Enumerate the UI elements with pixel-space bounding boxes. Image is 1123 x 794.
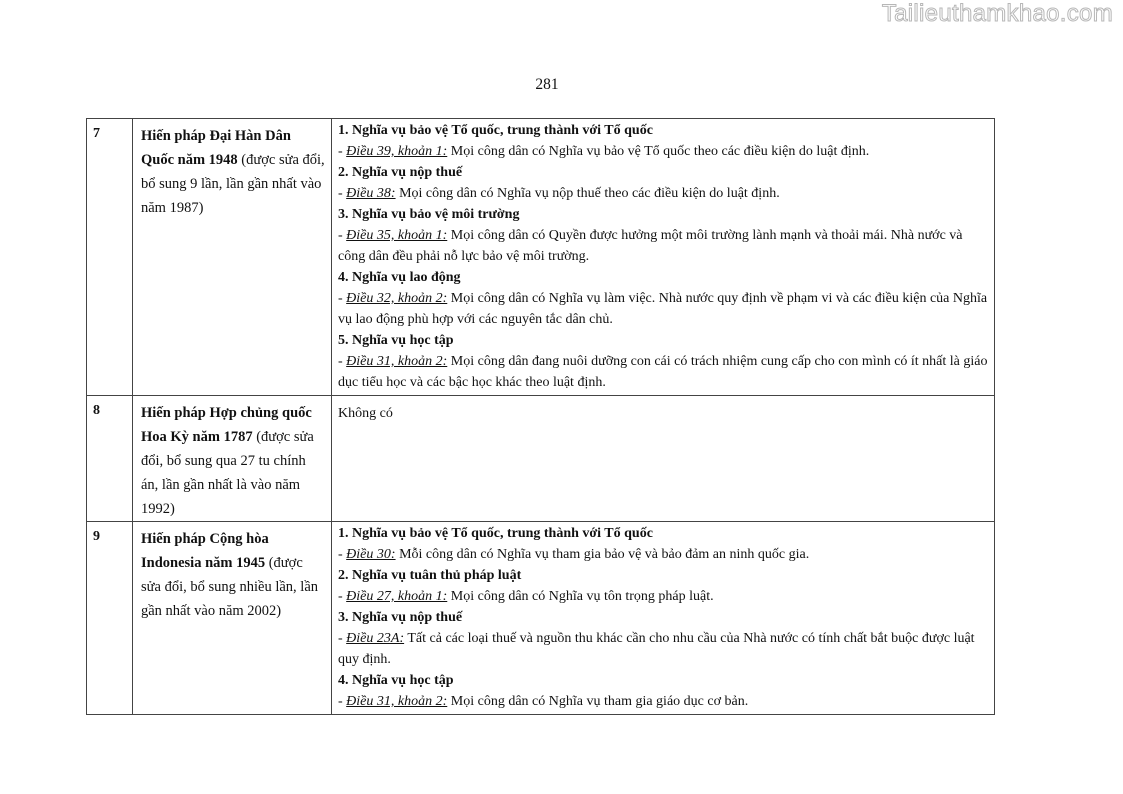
row-number: 9: [87, 522, 133, 715]
duty-item: - Điều 30: Mỗi công dân có Nghĩa vụ tham gia bảo vệ và bảo đảm an ninh quốc gia.: [338, 547, 810, 562]
duty-item: - Điều 31, khoản 2: Mọi công dân đang nuôi dưỡng con cái có trách nhiệm cung cấp cho con mình có ít nhất là giáo dục tiểu học và các bậc học khác theo luật định.: [338, 354, 988, 390]
duties-cell: [332, 119, 995, 396]
no-duties-text: Không có: [338, 406, 393, 421]
duty-title: 1. Nghĩa vụ bảo vệ Tổ quốc, trung thành với Tổ quốc: [338, 526, 653, 541]
article-reference: Điều 38:: [346, 186, 396, 201]
table-row: [87, 119, 995, 396]
duty-text: Mọi công dân có Quyền được hưởng một môi trường lành mạnh và thoải mái. Nhà nước và công dân đều phải nỗ lực bảo vệ môi trường.: [338, 228, 963, 264]
table-row: [87, 396, 995, 522]
duty-text: Mọi công dân có Nghĩa vụ bảo vệ Tổ quốc theo các điều kiện do luật định.: [447, 144, 870, 159]
article-reference: Điều 31, khoản 2:: [346, 694, 448, 709]
duty-text: Mọi công dân có Nghĩa vụ nộp thuế theo các điều kiện do luật định.: [395, 186, 780, 201]
duty-title: 2. Nghĩa vụ nộp thuế: [338, 165, 463, 180]
constitution-name: [133, 396, 332, 522]
article-reference: Điều 27, khoản 1:: [346, 589, 448, 604]
duty-title: 1. Nghĩa vụ bảo vệ Tổ quốc, trung thành với Tổ quốc: [338, 123, 653, 138]
article-reference: Điều 39, khoản 1:: [346, 144, 448, 159]
article-reference: Điều 31, khoản 2:: [346, 354, 448, 369]
duty-title: 3. Nghĩa vụ bảo vệ môi trường: [338, 207, 520, 222]
duty-title: 3. Nghĩa vụ nộp thuế: [338, 610, 463, 625]
constitution-title: Hiến pháp Đại Hàn Dân Quốc năm 1948: [141, 128, 291, 168]
duties-cell: [332, 396, 995, 522]
constitution-duties-table: [86, 118, 995, 715]
table-row: [87, 522, 995, 715]
duty-item: - Điều 32, khoản 2: Mọi công dân có Nghĩa vụ làm việc. Nhà nước quy định về phạm vi và các điều kiện của Nghĩa vụ lao động phù hợp với các nguyên tắc dân chủ.: [338, 291, 988, 327]
duty-item: - Điều 31, khoản 2: Mọi công dân có Nghĩa vụ tham gia giáo dục cơ bản.: [338, 694, 749, 709]
duty-text: Mọi công dân có Nghĩa vụ làm việc. Nhà nước quy định về phạm vi và các điều kiện của Nghĩa vụ lao động phù hợp với các nguyên tắc dân chủ.: [338, 291, 988, 327]
duty-item: - Điều 23A: Tất cả các loại thuế và nguồn thu khác cần cho nhu cầu của Nhà nước có tính chất bắt buộc được luật quy định.: [338, 631, 975, 667]
duty-item: - Điều 35, khoản 1: Mọi công dân có Quyền được hưởng một môi trường lành mạnh và thoải mái. Nhà nước và công dân đều phải nỗ lực bảo vệ môi trường.: [338, 228, 963, 264]
duty-title: 4. Nghĩa vụ học tập: [338, 673, 454, 688]
duty-text: Mỗi công dân có Nghĩa vụ tham gia bảo vệ và bảo đảm an ninh quốc gia.: [395, 547, 810, 562]
duty-text: Mọi công dân đang nuôi dưỡng con cái có trách nhiệm cung cấp cho con mình có ít nhất là giáo dục tiểu học và các bậc học khác theo luật định.: [338, 354, 988, 390]
duties-cell: [332, 522, 995, 715]
duty-item: - Điều 38: Mọi công dân có Nghĩa vụ nộp thuế theo các điều kiện do luật định.: [338, 186, 780, 201]
duty-text: Mọi công dân có Nghĩa vụ tôn trọng pháp luật.: [447, 589, 714, 604]
constitution-note: (được sửa đổi, bổ sung qua 27 tu chính án, lần gần nhất là vào năm 1992): [141, 429, 314, 517]
constitution-title: Hiến pháp Cộng hòa Indonesia năm 1945: [141, 531, 269, 571]
article-reference: Điều 23A:: [346, 631, 405, 646]
article-reference: Điều 32, khoản 2:: [346, 291, 448, 306]
duty-title: 4. Nghĩa vụ lao động: [338, 270, 461, 285]
watermark: Tailieuthamkhao.com: [881, 0, 1113, 27]
duty-title: 5. Nghĩa vụ học tập: [338, 333, 454, 348]
page-number: 281: [535, 76, 559, 93]
constitution-name: [133, 119, 332, 396]
row-number: 8: [87, 396, 133, 522]
constitution-title: Hiến pháp Hợp chủng quốc Hoa Kỳ năm 1787: [141, 405, 312, 445]
duty-item: - Điều 27, khoản 1: Mọi công dân có Nghĩa vụ tôn trọng pháp luật.: [338, 589, 714, 604]
duty-text: Tất cả các loại thuế và nguồn thu khác cần cho nhu cầu của Nhà nước có tính chất bắt buộc được luật quy định.: [338, 631, 975, 667]
constitution-note: (được sửa đổi, bổ sung nhiều lần, lần gần nhất vào năm 2002): [141, 555, 319, 619]
duty-title: 2. Nghĩa vụ tuân thủ pháp luật: [338, 568, 522, 583]
article-reference: Điều 35, khoản 1:: [346, 228, 448, 243]
article-reference: Điều 30:: [346, 547, 396, 562]
constitution-note: (được sửa đổi, bổ sung 9 lần, lần gần nhất vào năm 1987): [141, 152, 325, 216]
duty-text: Mọi công dân có Nghĩa vụ tham gia giáo dục cơ bản.: [447, 694, 749, 709]
row-number: 7: [87, 119, 133, 396]
duty-item: - Điều 39, khoản 1: Mọi công dân có Nghĩa vụ bảo vệ Tổ quốc theo các điều kiện do luật định.: [338, 144, 870, 159]
constitution-name: [133, 522, 332, 715]
